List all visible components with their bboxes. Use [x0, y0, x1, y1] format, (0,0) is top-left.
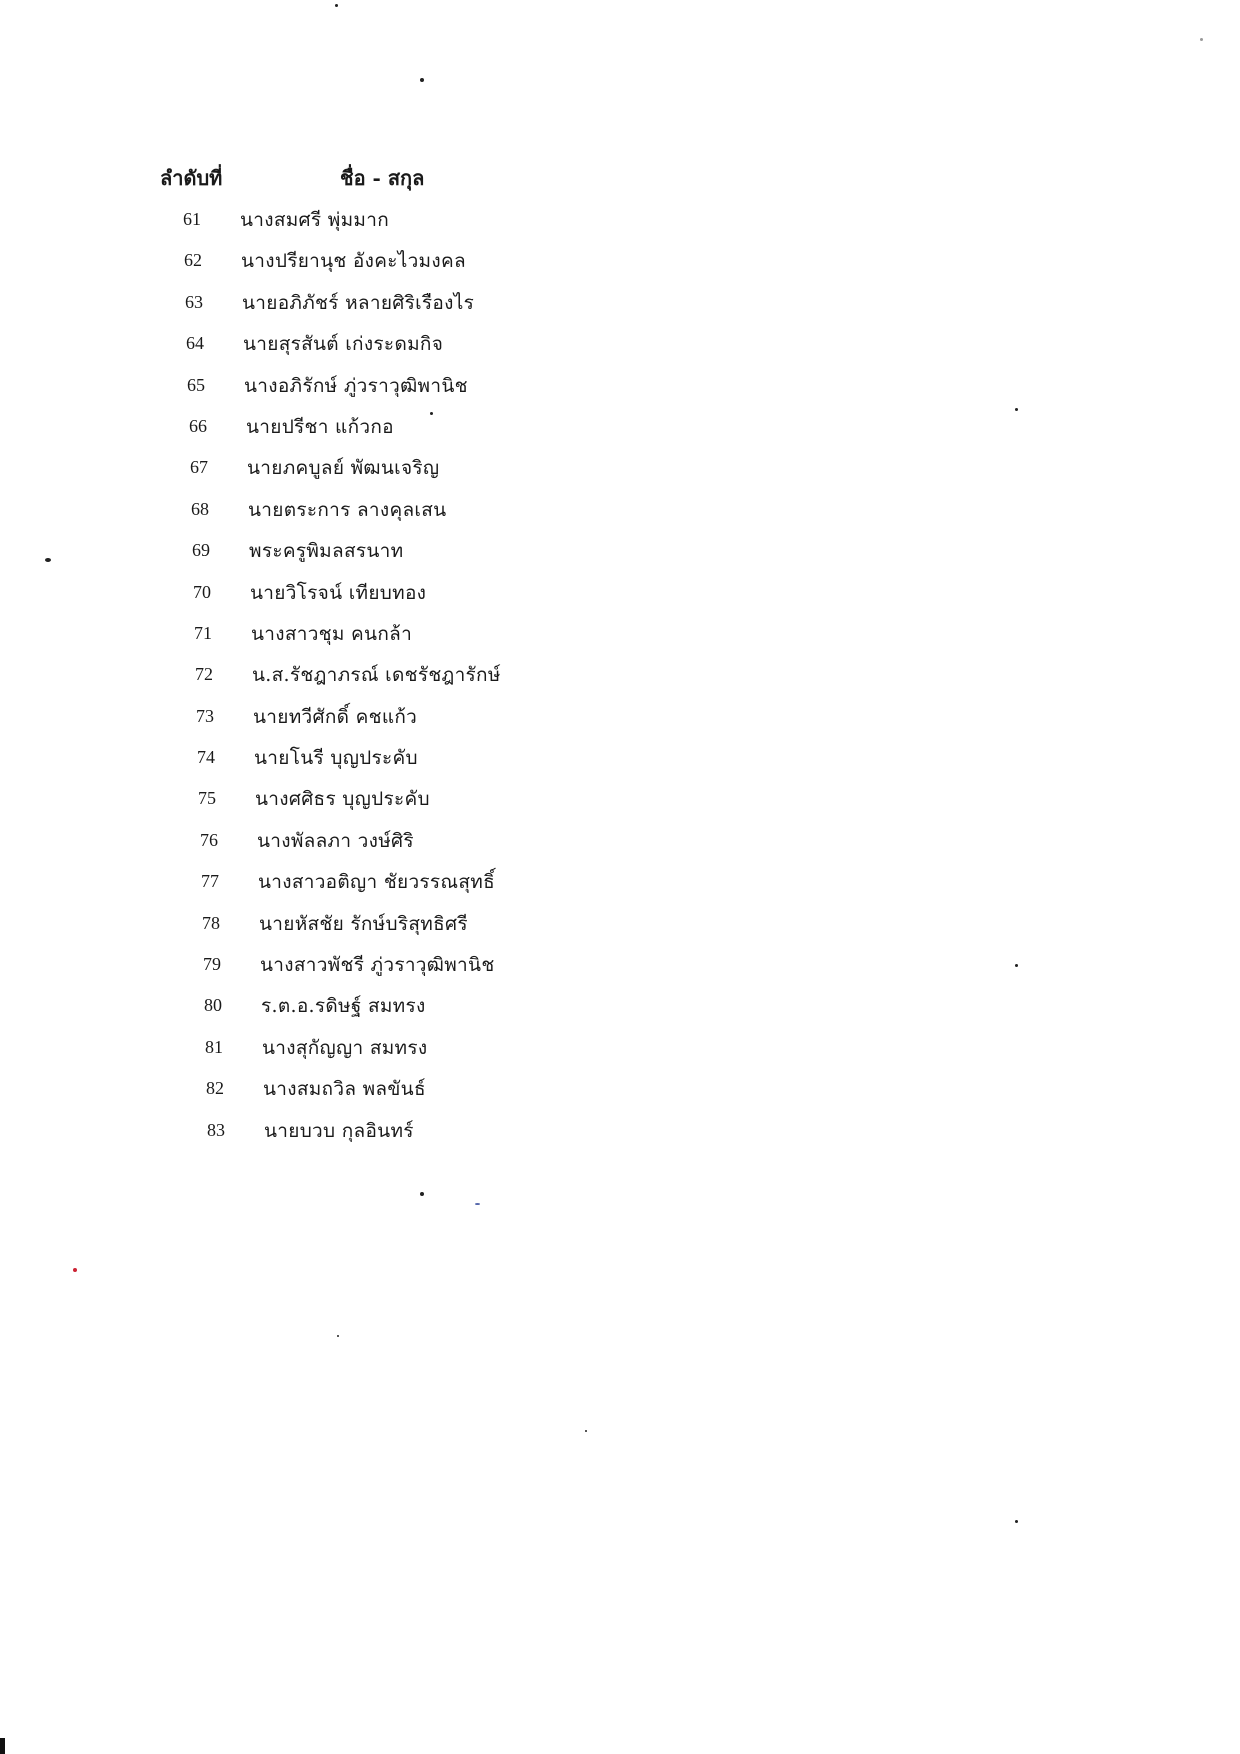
item-name: นายตระการ ลางคุลเสน — [248, 498, 447, 521]
item-number: 80 — [204, 995, 222, 1016]
item-name: นายสุรสันต์ เก่งระดมกิจ — [243, 333, 444, 356]
scan-speck — [420, 1192, 424, 1196]
item-number: 81 — [205, 1036, 223, 1057]
item-name: นายโนรี บุญประคับ — [254, 747, 418, 770]
list-item — [0, 619, 800, 660]
item-name: นายวิโรจน์ เทียบทอง — [250, 581, 427, 604]
item-number: 64 — [186, 333, 204, 354]
item-number: 61 — [183, 209, 201, 229]
list-item — [0, 205, 800, 246]
item-number: 75 — [198, 788, 216, 809]
item-name: นางศศิธร บุญประคับ — [255, 788, 430, 811]
item-number: 65 — [187, 374, 205, 395]
name-list — [0, 205, 800, 1157]
item-number: 62 — [184, 250, 202, 271]
item-number: 66 — [189, 415, 207, 436]
list-item — [0, 867, 800, 908]
item-name: นายทวีศักดิ์ คชแก้ว — [253, 705, 418, 728]
item-name: ร.ต.อ.รดิษฐ์ สมทรง — [261, 995, 426, 1018]
scan-speck — [1015, 1520, 1018, 1523]
scan-speck — [73, 1268, 77, 1272]
item-number: 73 — [196, 705, 214, 726]
item-name: นางปรียานุช อังคะไวมงคล — [241, 250, 466, 273]
item-name: นางสาวพัชรี ภู่วราวุฒิพานิช — [260, 954, 495, 977]
list-item — [0, 246, 800, 287]
list-item — [0, 950, 800, 991]
item-name: พระครูพิมลสรนาท — [249, 540, 404, 563]
item-name: นางอภิรักษ์ ภู่วราวุฒิพานิช — [244, 374, 468, 397]
item-name: น.ส.รัชฎาภรณ์ เดชรัชฎารักษ์ — [252, 664, 501, 687]
item-number: 71 — [194, 622, 212, 643]
item-number: 72 — [195, 664, 213, 685]
item-name: นายอภิภัชร์ หลายศิริเรืองไร — [242, 291, 475, 314]
item-number: 70 — [193, 581, 211, 602]
list-item — [0, 660, 800, 701]
item-number: 79 — [203, 954, 221, 975]
scan-speck — [1015, 964, 1018, 967]
item-name: นางสุกัญญา สมทรง — [262, 1036, 428, 1059]
list-item — [0, 495, 800, 536]
list-item — [0, 1074, 800, 1115]
list-item — [0, 909, 800, 950]
list-item — [0, 288, 800, 329]
list-item — [0, 453, 800, 494]
scan-speck — [475, 1203, 480, 1205]
item-number: 68 — [191, 498, 209, 519]
item-name: นายภคบูลย์ พัฒนเจริญ — [247, 457, 440, 480]
list-item — [0, 784, 800, 825]
item-number: 74 — [197, 747, 215, 768]
list-item — [0, 371, 800, 412]
item-number: 69 — [192, 540, 210, 561]
item-name: นายปรีชา แก้วกอ — [246, 415, 394, 438]
order-column-header: ลำดับที่ — [160, 166, 223, 190]
item-name: นางสาวชุม คนกล้า — [251, 622, 413, 645]
item-number: 78 — [202, 912, 220, 933]
list-item — [0, 412, 800, 453]
list-item — [0, 702, 800, 743]
item-name: นางพัลลภา วงษ์ศิริ — [257, 829, 414, 852]
item-number: 76 — [200, 829, 218, 850]
item-number: 77 — [201, 871, 219, 892]
list-item — [0, 1116, 800, 1157]
item-number: 63 — [185, 291, 203, 312]
list-item — [0, 1033, 800, 1074]
item-name: นายหัสชัย รักษ์บริสุทธิศรี — [259, 912, 468, 935]
scan-speck — [1015, 408, 1018, 411]
list-item — [0, 826, 800, 867]
scan-speck — [1200, 38, 1203, 41]
list-header — [160, 162, 560, 196]
item-number: 82 — [206, 1078, 224, 1099]
scan-speck — [420, 78, 424, 82]
item-number: 83 — [207, 1119, 225, 1140]
list-item — [0, 578, 800, 619]
list-item — [0, 329, 800, 370]
list-item — [0, 743, 800, 784]
scan-speck — [337, 1335, 339, 1337]
item-name: นายบวบ กุลอินทร์ — [264, 1119, 414, 1142]
scan-speck — [585, 1430, 587, 1432]
name-column-header: ชื่อ - สกุล — [340, 166, 425, 190]
scan-speck — [335, 4, 338, 7]
scan-speck — [430, 412, 433, 415]
item-number: 67 — [190, 457, 208, 478]
item-name: นางสมศรี พุ่มมาก — [240, 209, 390, 231]
scan-speck — [45, 558, 51, 562]
scan-speck — [0, 1738, 5, 1754]
list-item — [0, 536, 800, 577]
list-item — [0, 991, 800, 1032]
item-name: นางสาวอติญา ชัยวรรณสุทธิ์ — [258, 871, 495, 894]
item-name: นางสมถวิล พลขันธ์ — [263, 1078, 426, 1101]
